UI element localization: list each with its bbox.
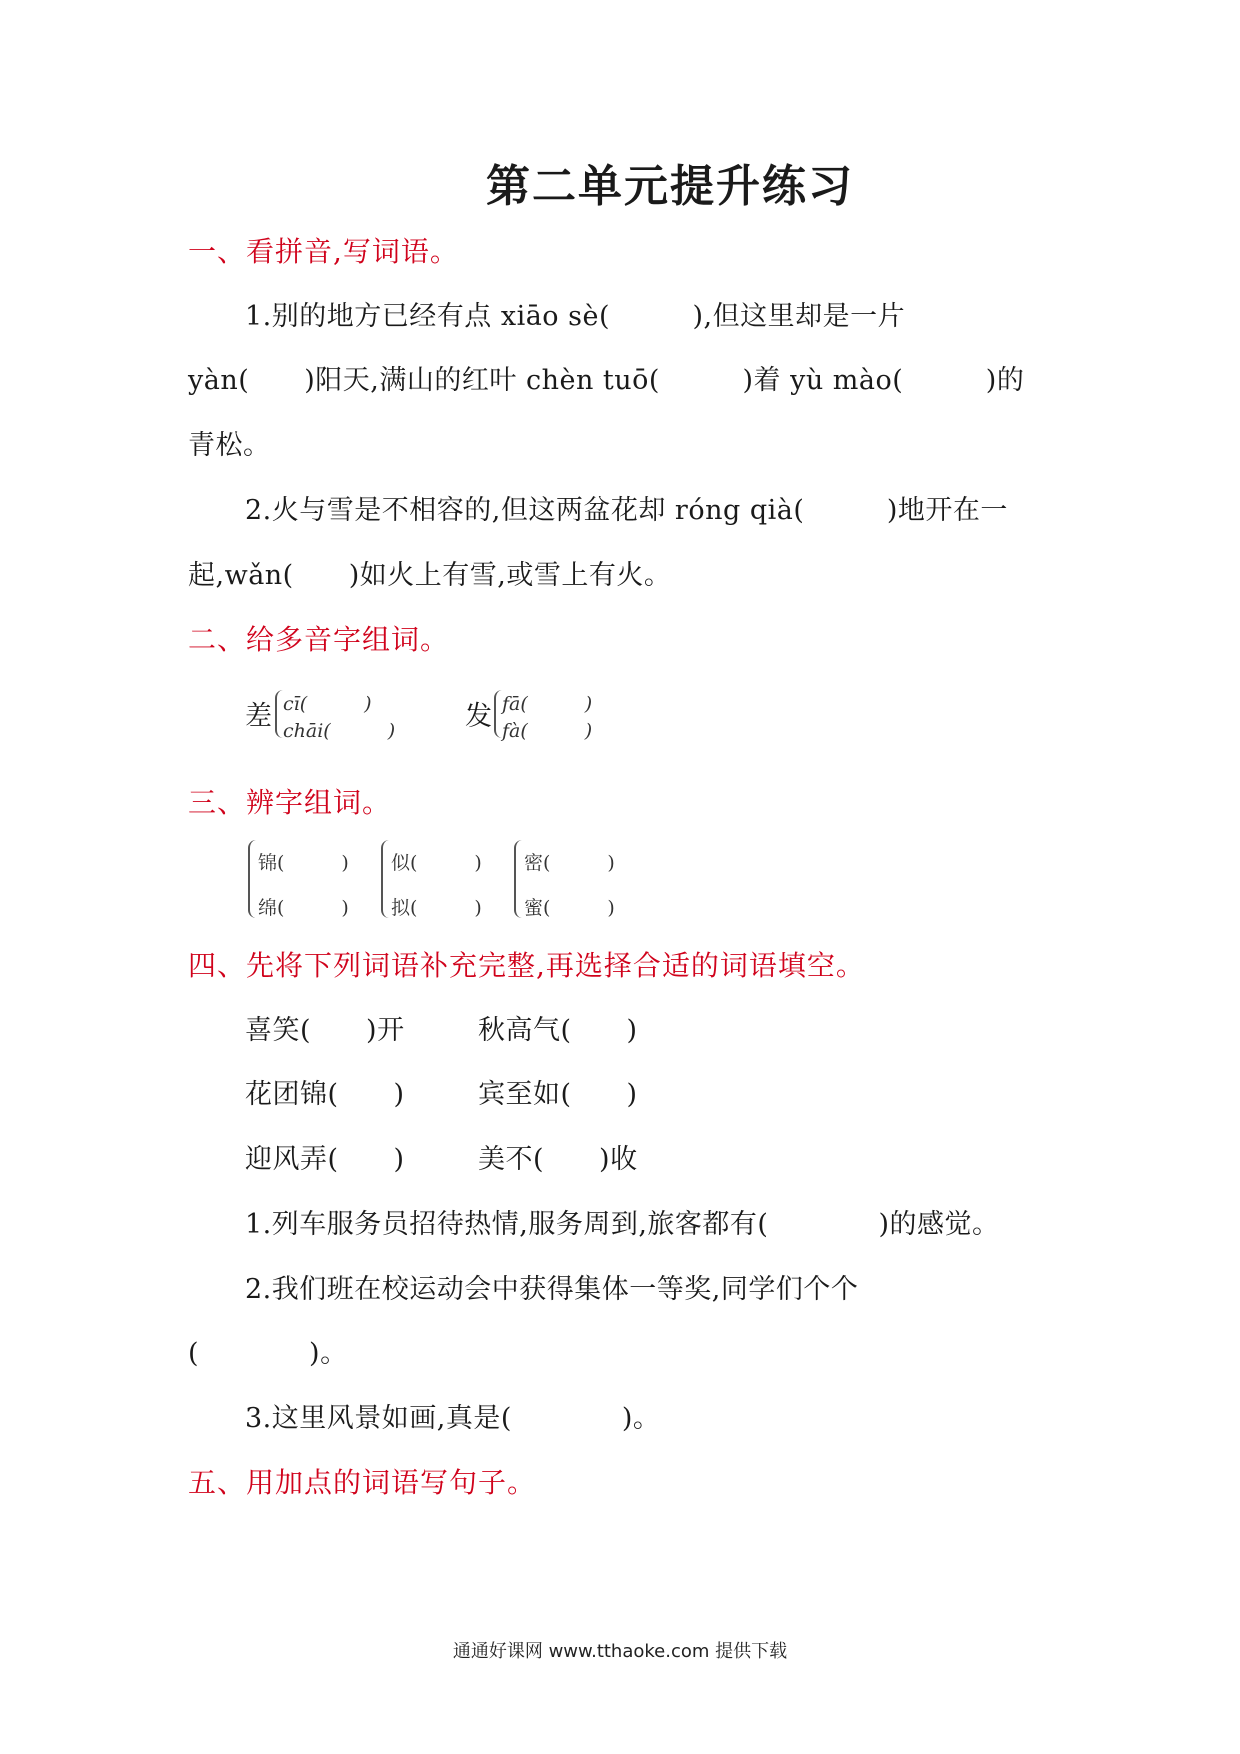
pinyin-option: fā( ) xyxy=(502,693,593,715)
char-option: 密( ) xyxy=(524,852,615,874)
pinyin-option: cī( ) xyxy=(283,693,372,715)
char-option: 绵( ) xyxy=(258,897,349,919)
page-title: 第二单元提升练习 xyxy=(486,161,854,212)
section-2-heading: 二、给多音字组词。 xyxy=(188,623,450,656)
q1-line-2: yàn( )阳天,满山的红叶 chèn tuō( )着 yù mào( )的 xyxy=(188,365,1025,396)
char-option: 锦( ) xyxy=(258,852,349,874)
pinyin-option: fà( ) xyxy=(502,720,593,742)
char-option: 似( ) xyxy=(391,852,482,874)
char-option: 拟( ) xyxy=(391,897,482,919)
idiom-item: 迎风弄( ) xyxy=(245,1144,405,1175)
section-5-heading: 五、用加点的词语写句子。 xyxy=(188,1466,537,1499)
idiom-item: 喜笑( )开 xyxy=(245,1015,405,1046)
idiom-item: 宾至如( ) xyxy=(478,1079,638,1110)
idiom-item: 花团锦( ) xyxy=(245,1079,405,1110)
char-option: 蜜( ) xyxy=(524,897,615,919)
polyphone-char-cha: 差 xyxy=(245,701,273,732)
q1-line-1: 1.别的地方已经有点 xiāo sè( ),但这里却是一片 xyxy=(245,301,906,332)
section-4-heading: 四、先将下列词语补充完整,再选择合适的词语填空。 xyxy=(188,949,865,982)
q1-line-3: 青松。 xyxy=(188,430,271,461)
section-1-heading: 一、看拼音,写词语。 xyxy=(188,235,459,268)
idiom-item: 美不( )收 xyxy=(478,1144,638,1175)
q4-sentence-2: 2.我们班在校运动会中获得集体一等奖,同学们个个 xyxy=(245,1274,859,1305)
q4-sentence-3: 3.这里风景如画,真是( )。 xyxy=(245,1403,661,1434)
pinyin-option: chāi( ) xyxy=(283,720,396,742)
polyphone-char-fa: 发 xyxy=(465,701,493,732)
q4-sentence-2-blank: ( )。 xyxy=(188,1338,348,1369)
idiom-item: 秋高气( ) xyxy=(478,1015,638,1046)
q1-line-5: 起,wǎn( )如火上有雪,或雪上有火。 xyxy=(188,560,672,591)
footer-source: 通通好课网 www.tthaoke.com 提供下载 xyxy=(452,1641,788,1662)
q4-sentence-1: 1.列车服务员招待热情,服务周到,旅客都有( )的感觉。 xyxy=(245,1209,1000,1240)
section-3-heading: 三、辨字组词。 xyxy=(188,786,392,819)
q1-line-4: 2.火与雪是不相容的,但这两盆花却 róng qià( )地开在一 xyxy=(245,495,1008,526)
